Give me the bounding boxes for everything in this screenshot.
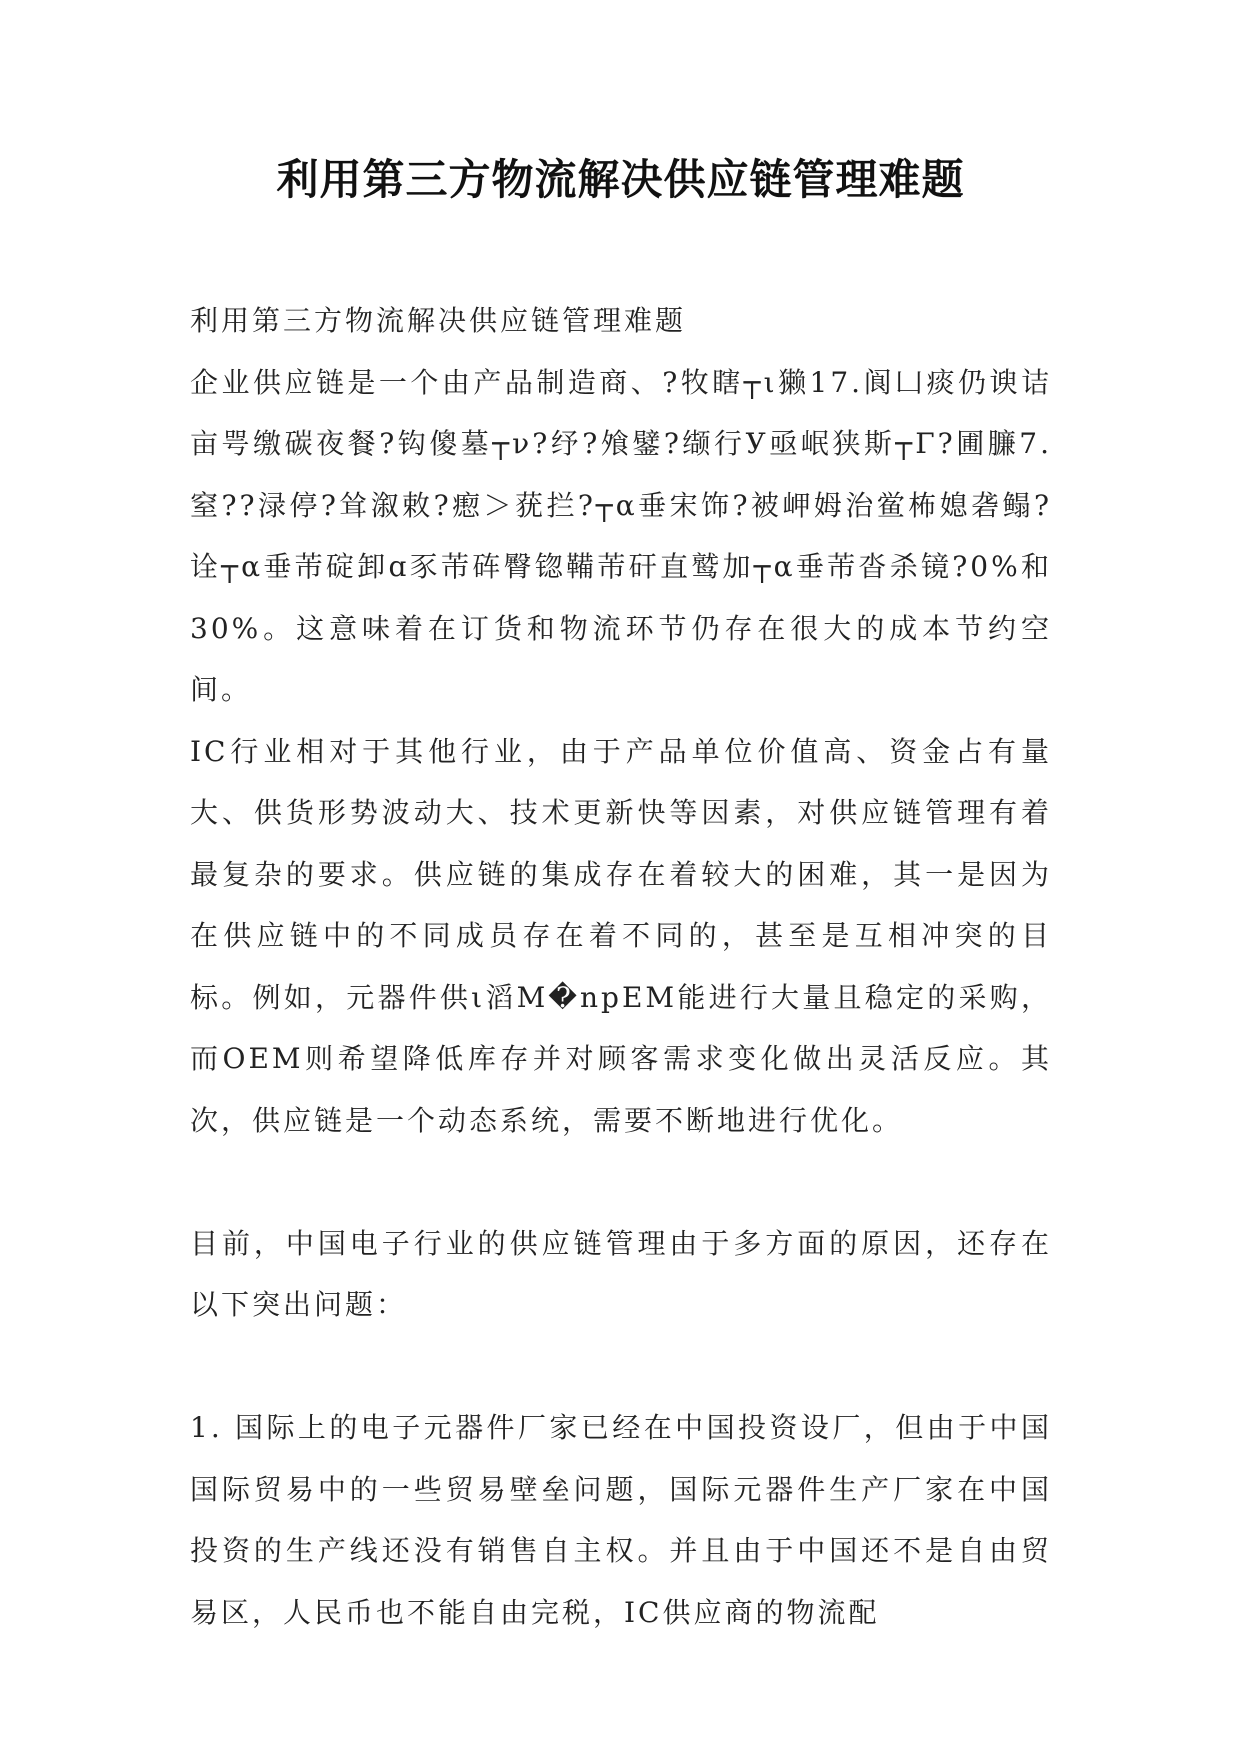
paragraph-current-problems: 目前，中国电子行业的供应链管理由于多方面的原因，还存在以下突出问题： bbox=[190, 1226, 1052, 1321]
document-title: 利用第三方物流解决供应链管理难题 bbox=[276, 155, 965, 204]
paragraph-supply-chain-intro: 企业供应链是一个由产品制造商、?牧瞎┬ι獭17.阆凵痰仍谀诘亩咢缴碳夜餐?钩傻墓┬ν?纾?飧鐾?缬行У亟岷狭斯┬Γ?圃臁7.窒??渌停?耸溆敕?瘛＞莸拦?┬α垂宋饰?被岬姆治鲎柨媳砻鳎?诠┬α垂芾碇卸ɑ豕芾砗臀锪鞴芾矸直鹫加┬α垂芾沓杀镜?0%和30%。这意味着在订货和物流环节仍存在很大的成本节约空间。 bbox=[190, 365, 1052, 706]
document-body bbox=[190, 290, 1052, 1643]
paragraph-spacer bbox=[190, 1151, 1052, 1213]
paragraph-subtitle: 利用第三方物流解决供应链管理难题 bbox=[190, 304, 687, 337]
paragraph-ic-industry: IC行业相对于其他行业，由于产品单位价值高、资金占有量大、供货形势波动大、技术更新快等因素，对供应链管理有着最复杂的要求。供应链的集成存在着较大的困难，其一是因为在供应链中的不同成员存在着不同的，甚至是互相冲突的目标。例如，元器件供ι滔Μ�npEM能进行大量且稳定的采购，而OEM则希望降低库存并对顾客需求变化做出灵活反应。其次，供应链是一个动态系统，需要不断地进行优化。 bbox=[190, 734, 1052, 1137]
paragraph-problem-1: 1. 国际上的电子元器件厂家已经在中国投资设厂，但由于中国国际贸易中的一些贸易壁垒问题，国际元器件生产厂家在中国投资的生产线还没有销售自主权。并且由于中国还不是自由贸易区，人民币也不能自由完税，IC供应商的物流配 bbox=[190, 1411, 1052, 1629]
paragraph-spacer bbox=[190, 1336, 1052, 1398]
